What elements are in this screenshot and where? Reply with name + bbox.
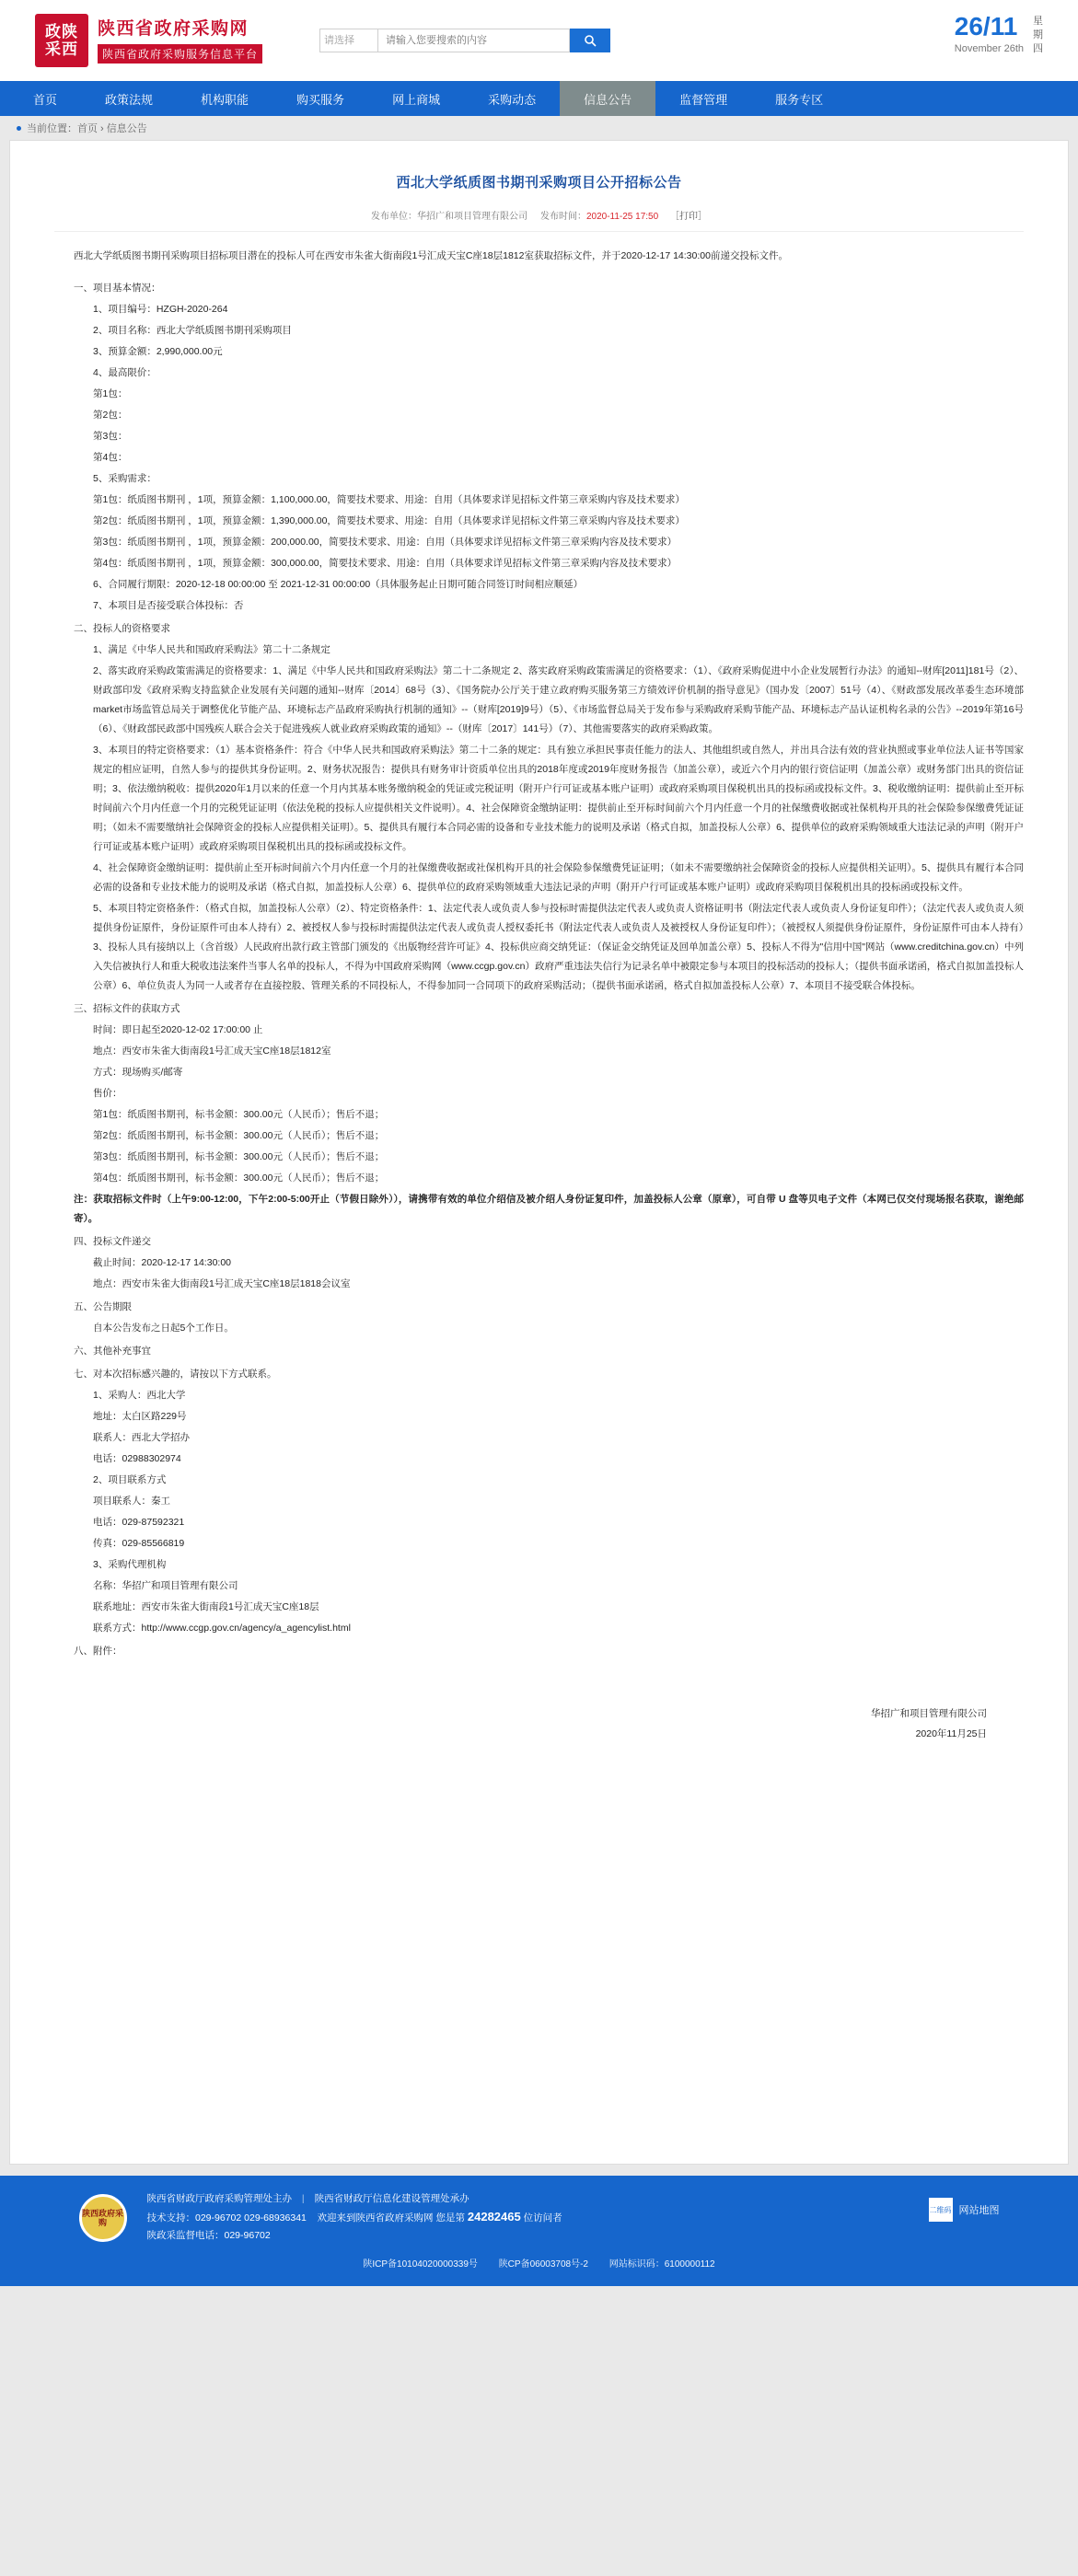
breadcrumb-prefix: 当前位置： <box>27 123 77 134</box>
icp-a: 陕ICP备10104020000339号 <box>363 2259 478 2270</box>
footer-line-1: 陕西省财政厅政府采购管理处主办 | 陕西省财政厅信息化建设管理处承办 <box>146 2193 469 2204</box>
nav-item-政策法规[interactable]: 政策法规 <box>105 92 154 107</box>
date-widget <box>955 13 1043 56</box>
section-1-line-0: 1、满足《中华人民共和国政府采购法》第二十二条规定 <box>93 644 330 655</box>
breadcrumb-items <box>77 121 147 135</box>
section-1-line-1: 2、落实政府采购政策需满足的资格要求：1、满足《中华人民共和国政府采购法》第二十二条规定 2、落实政府采购政策需满足的资格要求：（1）、《政府采购促进中小企业发展暂行办法》的通知--财库[2011]181号（2）、财政部印发《政府采购支持监狱企业发展有关问题的通知--财库〔2014〕68号（3）、《国务院办公厅关于建立政府购买服务第三方绩效评价机制的指导意见》（国办发〔2007〕51号（4）、《财政部发展改革委生态环境部market市场监管总局关于调整优化节能产品、环境标志产品政府采购执行机制的通知》--（财库[2019]9号）（5）、《市场监督总局关于发布参与采购政府采购节能产品、环境标志产品认证机构名录的公告》--2019年第16号（6）、《财政部民政部中国残疾人联合会关于促进残疾人就业政府采购政策的通知》--（财库〔2017〕141号）（7）、其他需要落实的政府采购政策。 <box>93 665 1024 734</box>
section-6-line-9: 名称：华招广和项目管理有限公司 <box>93 1580 238 1591</box>
main-nav <box>0 81 1078 116</box>
search-icon <box>584 34 597 47</box>
nav-item-首页[interactable]: 首页 <box>33 92 58 107</box>
weekday-char3: 四 <box>1033 43 1043 54</box>
logo-text <box>98 18 262 64</box>
section-heading-3: 四、投标文件递交 <box>74 1236 151 1247</box>
section-0-line-13: 6、合同履行期限：2020-12-18 00:00:00 至 2021-12-31 00:00:00（具体服务起止日期可随合同签订时间相应顺延） <box>93 579 584 590</box>
logo-subtitle: 陕西省政府采购服务信息平台 <box>98 44 262 64</box>
logo-mark-line1: 政陕 <box>45 23 78 40</box>
section-6-line-6: 电话：029-87592321 <box>93 1517 185 1528</box>
sign-date: 2020年11月25日 <box>915 1728 987 1739</box>
site-footer <box>0 2176 1078 2286</box>
section-0-line-9: 第1包：纸质图书期刊 ，1项，预算金额：1,100,000.00，简要技术要求、用途：自用（具体要求详见招标文件第三章采购内容及技术要求） <box>93 494 685 505</box>
section-3-line-1: 地点：西安市朱雀大街南段1号汇成天宝C座18层1818会议室 <box>93 1278 351 1289</box>
footer-support: 技术支持：029-96702 <box>146 2212 242 2224</box>
site-id: 网站标识码：6100000112 <box>609 2259 715 2270</box>
publisher-label: 发布单位： <box>371 212 418 222</box>
nav-item-监督管理[interactable]: 监督管理 <box>679 92 728 107</box>
publisher-value: 华招广和项目管理有限公司 <box>417 212 528 222</box>
section-6-line-10: 联系地址：西安市朱雀大街南段1号汇成天宝C座18层 <box>93 1601 319 1612</box>
search-input[interactable] <box>378 29 570 52</box>
section-0-line-6: 第3包： <box>93 431 128 442</box>
site-map-link[interactable] <box>929 2198 1000 2222</box>
breadcrumb-link-0[interactable]: 首页 <box>77 123 98 134</box>
section-1-line-2: 3、本项目的特定资格要求：（1）基本资格条件：符合《中华人民共和国政府采购法》第二十二条的规定：具有独立承担民事责任能力的法人、其他组织或自然人，并出具合法有效的营业执照或事业单位法人证书等国家规定的相应证明，自然人参与的提供其身份证明。2、财务状况报告：提供具有财务审计资质单位出具的2018年度或2019年度财务报告（加盖公章），或近六个月内的银行资信证明（加盖公章）或财务部门出具的资信证明；3、依法缴纳税收：提供2020年1月以来的任意一个月内其基本账务缴纳税金的凭证或完税证明（附开户行可证或基本账户证明）或政府采购项目保税机出具的投标函或投标文件。3、税收缴纳证明：提供前止至开标时间前六个月内任意一个月的完税凭证证明（依法免税的投标人应提供相关文件说明）。4、社会保障资金缴纳证明：提供前止至开标时间前六个月内任意一个月的社保缴费收据或社保机构开具的社会保险参保缴费凭证证明；（如未不需要缴纳社会保障资金的投标人应提供相关证明）。5、提供具有履行本合同必需的设备和专业技术能力的说明及承诺（格式自拟，加盖投标人公章）6、提供单位的政府采购领域重大违法记录的声明（附开户行可证或基本账户证明）或政府采购项目保税机出具的投标函或投标文件。 <box>93 745 1024 852</box>
section-6-line-4: 2、项目联系方式 <box>93 1474 167 1485</box>
site-logo[interactable] <box>35 14 262 67</box>
weekday-char1: 星 <box>1033 16 1043 27</box>
nav-item-购买服务[interactable]: 购买服务 <box>296 92 345 107</box>
footer-operator: 陕西省财政厅信息化建设管理处承办 <box>314 2193 469 2204</box>
date-slash: / <box>982 12 991 40</box>
date-english <box>955 43 1024 54</box>
section-6-line-7: 传真：029-85566819 <box>93 1538 185 1549</box>
print-button[interactable]: ［打印］ <box>669 212 707 222</box>
publish-time-label: 发布时间： <box>539 212 586 222</box>
section-3-line-0: 截止时间：2020-12-17 14:30:00 <box>93 1257 231 1268</box>
section-0-line-1: 2、项目名称：西北大学纸质图书期刊采购项目 <box>93 325 292 336</box>
doc-intro: 西北大学纸质图书期刊采购项目招标项目潜在的投标人可在西安市朱雀大街南段1号汇成天宝C座18层1812室获取招标文件，并于2020-12-17 14:30:00前递交投标文件。 <box>74 250 788 261</box>
doc-meta <box>54 208 1024 232</box>
publish-time-value: 2020-11-25 17:50 <box>585 212 659 222</box>
section-0-line-11: 第3包：纸质图书期刊 ，1项，预算金额：200,000.00，简要技术要求、用途：自用（具体要求详见招标文件第三章采购内容及技术要求） <box>93 537 678 548</box>
section-2-line-8: 注：获取招标文件时（上午9:00-12:00，下午2:00-5:00开止（节假日除外）），请携带有效的单位介绍信及被介绍人身份证复印件，加盖投标人公章（原章），可自带 U 盘等贝电子文件（本网已仅交付现场报名获取，谢绝邮寄）。 <box>74 1194 1024 1224</box>
section-1-line-3: 4、社会保障资金缴纳证明：提供前止至开标时间前六个月内任意一个月的社保缴费收据或社保机构开具的社会保险参保缴费凭证证明；（如未不需要缴纳社会保障资金的投标人应提供相关证明）。5、提供具有履行本合同必需的设备和专业技术能力的说明及承诺（格式自拟，加盖投标人公章）6、提供单位的政府采购领域重大违法记录的声明（附开户行可证或基本账户证明）或政府采购项目保税机出具的投标函或投标文件。 <box>93 862 1024 893</box>
footer-inner <box>79 2190 1000 2245</box>
section-0-line-4: 第1包： <box>93 388 128 399</box>
section-6-line-11: 联系方式：http://www.ccgp.gov.cn/agency/a_agencylist.html <box>93 1623 351 1634</box>
search-category-select[interactable]: 请选择 <box>319 29 378 52</box>
section-0-line-2: 3、预算金额：2,990,000.00元 <box>93 346 223 357</box>
logo-mark-icon <box>35 14 88 67</box>
section-heading-7: 八、附件： <box>74 1646 122 1657</box>
section-2-line-1: 地点：西安市朱雀大街南段1号汇成天宝C座18层1812室 <box>93 1045 331 1057</box>
section-6-line-1: 地址：太白区路229号 <box>93 1411 187 1422</box>
section-heading-1: 二、投标人的资格要求 <box>74 623 170 634</box>
sign-company: 华招广和项目管理有限公司 <box>871 1708 987 1719</box>
section-6-line-3: 电话：02988302974 <box>93 1453 181 1464</box>
qr-code-icon: 二维码 <box>929 2198 953 2222</box>
section-2-line-5: 第2包：纸质图书期刊，标书金额：300.00元（人民币）；售后不退； <box>93 1130 385 1141</box>
section-0-line-14: 7、本项目是否接受联合体投标：否 <box>93 600 244 611</box>
section-2-line-6: 第3包：纸质图书期刊，标书金额：300.00元（人民币）；售后不退； <box>93 1151 385 1162</box>
site-map-label: 网站地图 <box>958 2205 1000 2216</box>
national-emblem-icon <box>79 2194 127 2242</box>
section-4-line-0: 自本公告发布之日起5个工作日。 <box>93 1323 234 1334</box>
emblem-label: 陕西政府采购 <box>81 2208 123 2227</box>
section-heading-4: 五、公告期限 <box>74 1301 132 1312</box>
section-heading-2: 三、招标文件的获取方式 <box>74 1003 180 1014</box>
date-month: 11 <box>990 12 1018 40</box>
nav-item-机构职能[interactable]: 机构职能 <box>201 92 249 107</box>
section-0-line-12: 第4包：纸质图书期刊 ，1项，预算金额：300,000.00，简要技术要求、用途：自用（具体要求详见招标文件第三章采购内容及技术要求） <box>93 558 678 569</box>
section-0-line-5: 第2包： <box>93 410 128 421</box>
date-numbers <box>955 13 1024 40</box>
section-6-line-0: 1、采购人：西北大学 <box>93 1390 186 1401</box>
section-0-line-3: 4、最高限价： <box>93 367 156 378</box>
section-6-line-2: 联系人：西北大学招办 <box>93 1432 190 1443</box>
section-2-line-4: 第1包：纸质图书期刊，标书金额：300.00元（人民币）；售后不退； <box>93 1109 385 1120</box>
section-0-line-8: 5、采购需求： <box>93 473 156 484</box>
section-6-line-5: 项目联系人：秦工 <box>93 1496 170 1507</box>
footer-visits: 24282465 <box>467 2210 521 2224</box>
announcement-card <box>9 140 1069 2165</box>
section-0-line-10: 第2包：纸质图书期刊 ，1项，预算金额：1,390,000.00，简要技术要求、用途：自用（具体要求详见招标文件第三章采购内容及技术要求） <box>93 515 685 526</box>
site-header <box>0 0 1078 81</box>
breadcrumb-dot-icon <box>17 126 21 131</box>
section-1-line-4: 5、本项目特定资格条件：（格式自拟，加盖投标人公章）（2）、特定资格条件：1、法定代表人或负责人参与投标时需提供法定代表人或负责人资格证明书（附法定代表人或负责人身份证复印件）；（法定代表人或负责人须提供身份证原件，身份证原件可由本人持有）2、被授权人参与投标时需提供法定代表人或负责人授权委托书（附法定代表人或负责人及被授权人身份证复印件）；（被授权人须提供身份证原件，身份证原件可由本人持有）3、投标人具有接纳以上（含首级）人民政府出款行政主管部门颁发的《出版物经营许可证》4、投标供应商交纳凭证：（保证金交纳凭证及回单加盖公章）5、投标人不得为"信用中国"网站（www.creditchina.gov.cn）中列入失信被执行人和重大税收违法案件当事人名单的投标人，不得为中国政府采购网（www.ccgp.gov.cn）政府严重违法失信行为记录名单中被限定参与本项目的投标活动的投标人；（提供书面承诺函，格式自拟加盖投标人公章）6、单位负责人为同一人或者存在直接控股、管理关系的不同投标人，不得参加同一合同项下的政府采购活动；（提供书面承诺函，格式自拟加盖投标人公章）7、本项目不接受联合体投标。 <box>93 903 1024 991</box>
logo-title: 陕西省政府采购网 <box>98 18 249 39</box>
footer-welcome: 欢迎来到陕西省政府采购网 您是第 <box>317 2212 465 2224</box>
doc-body <box>54 247 1024 1661</box>
section-heading-5: 六、其他补充事宜 <box>74 1346 151 1357</box>
section-0-line-0: 1、项目编号：HZGH-2020-264 <box>93 304 228 315</box>
footer-text-block <box>147 2190 562 2245</box>
footer-host: 陕西省财政厅政府采购管理处主办 <box>146 2193 292 2204</box>
section-2-line-2: 方式：现场购买/邮寄 <box>93 1067 183 1078</box>
nav-item-采购动态[interactable]: 采购动态 <box>488 92 537 107</box>
nav-item-服务专区[interactable]: 服务专区 <box>775 92 824 107</box>
footer-visits-suffix: 位访问者 <box>523 2212 562 2224</box>
doc-sections <box>54 279 1024 1661</box>
section-6-line-8: 3、采购代理机构 <box>93 1559 167 1570</box>
section-heading-6: 七、对本次招标感兴趣的，请按以下方式联系。 <box>74 1369 277 1380</box>
footer-line-2 <box>147 2208 562 2227</box>
date-day-en: 26th <box>1003 43 1024 54</box>
doc-signature <box>54 1704 1024 1744</box>
breadcrumb <box>0 116 1078 140</box>
section-2-line-3: 售价： <box>93 1088 122 1099</box>
weekday-label <box>1033 13 1043 56</box>
search-area <box>319 29 610 52</box>
date-month-en: November <box>954 43 1002 54</box>
search-button[interactable] <box>570 29 610 52</box>
nav-item-网上商城[interactable]: 网上商城 <box>392 92 441 107</box>
breadcrumb-link-1[interactable]: 信息公告 <box>106 123 147 134</box>
section-2-line-0: 时间：即日起至2020-12-02 17:00:00 止 <box>93 1024 263 1035</box>
footer-support2: 029-68936341 <box>244 2212 307 2224</box>
footer-line-3 <box>147 2227 562 2245</box>
icp-b: 陕CP备06003708号-2 <box>498 2259 588 2270</box>
section-2-line-7: 第4包：纸质图书期刊，标书金额：300.00元（人民币）；售后不退； <box>93 1172 385 1184</box>
breadcrumb-separator: › <box>98 123 107 134</box>
logo-mark-line2: 采西 <box>45 40 78 58</box>
section-heading-0: 一、项目基本情况： <box>74 283 161 294</box>
footer-bottom <box>0 2256 1078 2270</box>
section-0-line-7: 第4包： <box>93 452 128 463</box>
nav-item-信息公告[interactable]: 信息公告 <box>560 81 655 116</box>
footer-supervise-phone: 陕政采监督电话：029-96702 <box>146 2230 271 2241</box>
weekday-char2: 期 <box>1033 29 1043 40</box>
page-title: 西北大学纸质图书期刊采购项目公开招标公告 <box>396 175 682 191</box>
date-day: 26 <box>954 12 983 40</box>
